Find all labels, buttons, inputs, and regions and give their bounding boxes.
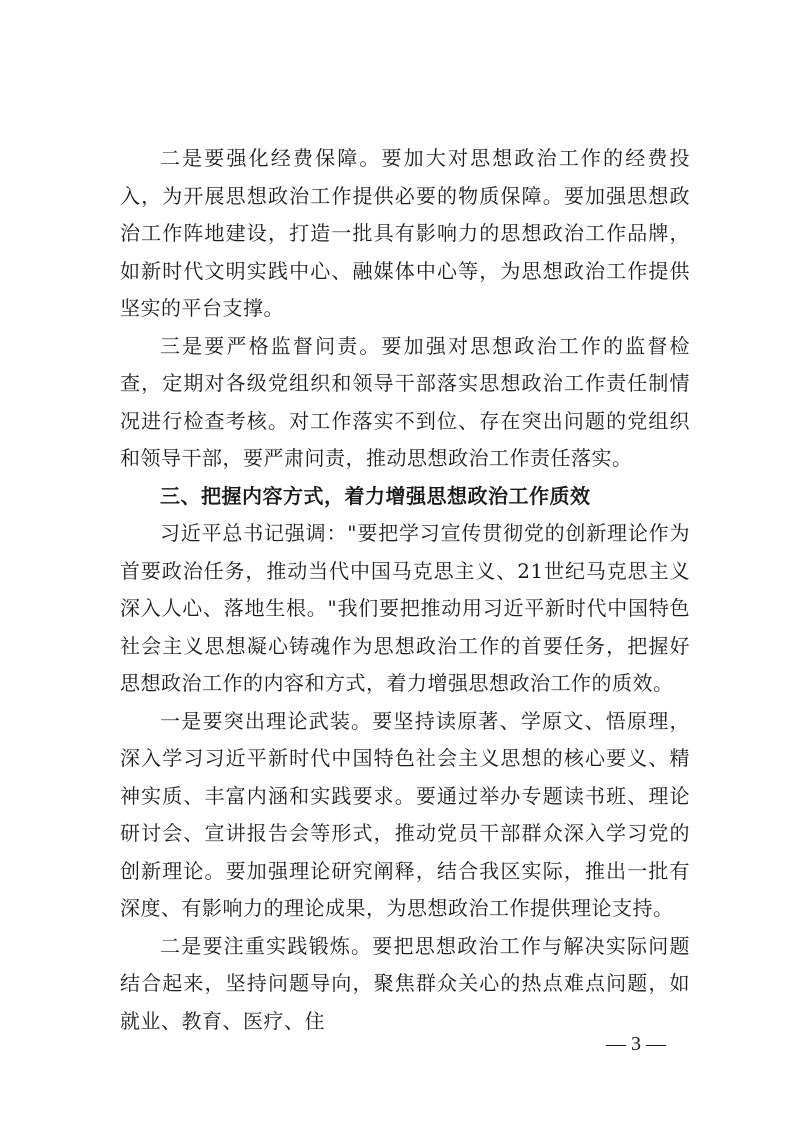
body-text: [120, 140, 690, 1040]
paragraph-general-secretary-quote: 习近平总书记强调："要把学习宣传贯彻党的创新理论作为首要政治任务，推动当代中国马克思主义、21世纪马克思主义深入人心、落地生根。"我们要把推动用习近平新时代中国特色社会主义思想凝心铸魂作为思想政治工作的首要任务，把握好思想政治工作的内容和方式，着力增强思想政治工作的质效。: [120, 521, 690, 695]
paragraph-practice-training: 二是要注重实践锻炼。要把思想政治工作与解决实际问题结合起来，坚持问题导向，聚焦群众关心的热点难点问题，如就业、教育、医疗、住: [120, 933, 690, 1033]
paragraph-funding-guarantee: 二是要强化经费保障。要加大对思想政治工作的经费投入，为开展思想政治工作提供必要的物质保障。要加强思想政治工作阵地建设，打造一批具有影响力的思想政治工作品牌，如新时代文明实践中心、融媒体中心等，为思想政治工作提供坚实的平台支撑。: [120, 146, 690, 320]
section-heading: 三、把握内容方式，着力增强思想政治工作质效: [160, 483, 591, 508]
paragraph-theoretical-armament: 一是要突出理论武装。要坚持读原著、学原文、悟原理，深入学习习近平新时代中国特色社会主义思想的核心要义、精神实质、丰富内涵和实践要求。要通过举办专题读书班、理论研讨会、宣讲报告会等形式，推动党员干部群众深入学习党的创新理论。要加强理论研究阐释，结合我区实际，推出一批有深度、有影响力的理论成果，为思想政治工作提供理论支持。: [120, 708, 690, 920]
page-number: — 3 —: [606, 1033, 666, 1055]
paragraph-supervision-accountability: 三是要严格监督问责。要加强对思想政治工作的监督检查，定期对各级党组织和领导干部落实思想政治工作责任制情况进行检查考核。对工作落实不到位、存在突出问题的党组织和领导干部，要严肃问责，推动思想政治工作责任落实。: [120, 333, 690, 470]
